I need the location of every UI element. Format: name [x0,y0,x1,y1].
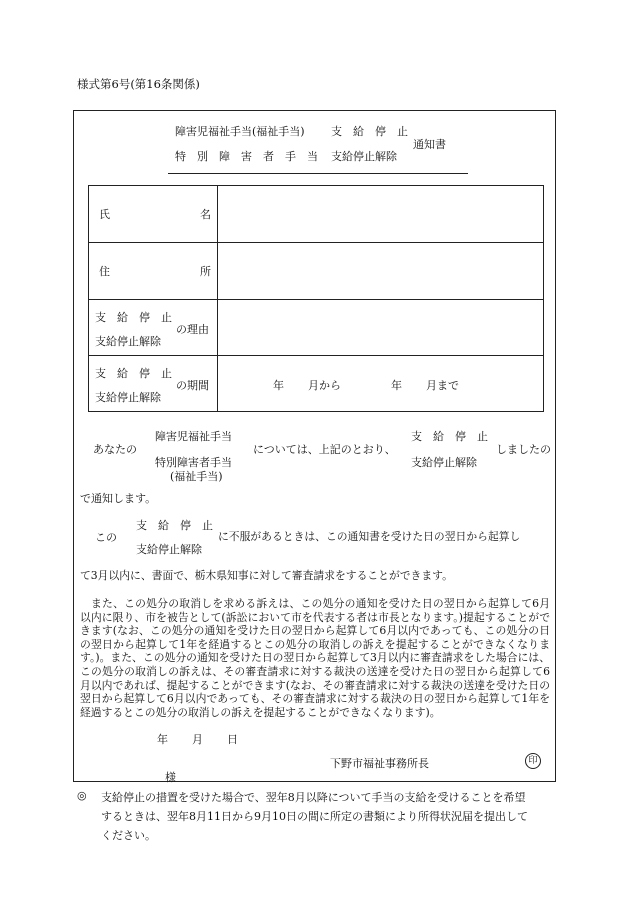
seal-mark: 印 [525,753,541,769]
address-label-cell [89,243,218,300]
reason-label-suffix: の理由 [176,323,209,336]
title-line1-right: 支 給 停 止 [331,125,408,138]
period-label-bottom: 支給停止解除 [95,391,161,404]
address-label-1: 住 [99,265,110,278]
period-from-year: 年 [273,379,284,392]
period-value-cell[interactable] [218,356,544,412]
notice-you: あなたの [93,443,137,456]
notice-status-1: 支 給 停 止 [411,430,488,443]
appeal-this: この [95,531,117,544]
notice-middle: については、上記のとおり、 [253,443,396,456]
reason-label-bottom: 支給停止解除 [95,335,161,348]
name-label-1: 氏 [99,208,110,221]
appeal-cont: て3月以内に、書面で、栃木県知事に対して審査請求をすることができます。 [80,569,453,582]
reason-label-cell [89,300,218,356]
title-line2-left: 特 別 障 害 者 手 当 [175,150,318,163]
period-label-top: 支 給 停 止 [95,367,172,380]
footnote-line2: するときは、翌年8月11日から9月10日の間に所定の書類により所得状況届を提出して [101,810,528,823]
notice-allowance-1: 障害児福祉手当 [155,430,232,443]
period-to-year: 年 [391,379,402,392]
addressee-honorific: 様 [165,771,176,784]
appeal-text: に不服があるときは、この通知書を受けた日の翌日から起算し [218,530,521,543]
title-suffix: 通知書 [413,138,446,151]
date-month: 月 [192,733,203,746]
footnote-mark: ◎ [77,789,87,802]
lawsuit-paragraph: また、この処分の取消しを求める訴えは、この処分の通知を受けた日の翌日から起算して6月以内に限り、市を被告として(訴訟において市を代表する者は市長となります。)提起することができます(なお、この処分の通知を受けた日の翌日から起算して6月以内であっても、この処分の日の翌日から起算して1年を経過するとこの処分の取消しの訴えを提起することができなくなります。)。また、この処分の通知を受けた日の翌日から起算して3月以内に審査請求をした場合には、この処分の取消しの訴えは、その審査請求に対する裁決の送達を受けた日の翌日から起算して6月以内であれば、提起することができます(なお、その審査請求に対する裁決の送達を受けた日の翌日から起算して6月以内であっても、その審査請求に対する裁決の日の翌日から起算して1年を経過するとこの処分の取消しの訴えを提起することができなくなります)。 [80,597,550,719]
address-row [89,243,544,300]
appeal-status-1: 支 給 停 止 [136,519,213,532]
address-value-cell[interactable] [218,243,544,300]
title-underline [168,173,468,174]
title-line1-left: 障害児福祉手当(福祉手当) [175,125,305,138]
reason-value-cell[interactable] [218,300,544,356]
notice-allowance-2: 特別障害者手当 [155,456,232,469]
notice-notify: で通知します。 [80,492,157,505]
name-row [89,186,544,243]
period-from-month: 月から [308,379,341,392]
name-value-cell[interactable] [218,186,544,243]
title-line2-right: 支給停止解除 [331,150,397,163]
reason-row [89,300,544,356]
period-to-month: 月まで [426,379,459,392]
footnote-line3: ください。 [101,829,156,842]
notice-status-2: 支給停止解除 [411,456,477,469]
date-year: 年 [157,733,168,746]
issuer-name: 下野市福祉事務所長 [330,757,429,770]
appeal-status-2: 支給停止解除 [136,543,202,556]
period-label-cell [89,356,218,412]
name-label-2: 名 [200,208,211,221]
reason-label-top: 支 給 停 止 [95,311,172,324]
period-label-suffix: の期間 [176,379,209,392]
info-table [88,185,544,412]
address-label-2: 所 [200,265,211,278]
name-label-cell [89,186,218,243]
notice-allowance-3: (福祉手当) [170,470,223,483]
date-day: 日 [227,733,238,746]
period-row [89,356,544,412]
notice-end: しましたの [496,443,551,456]
footnote-line1: 支給停止の措置を受けた場合で、翌年8月以降について手当の支給を受けることを希望 [101,791,526,804]
form-number: 様式第6号(第16条関係) [77,77,200,91]
